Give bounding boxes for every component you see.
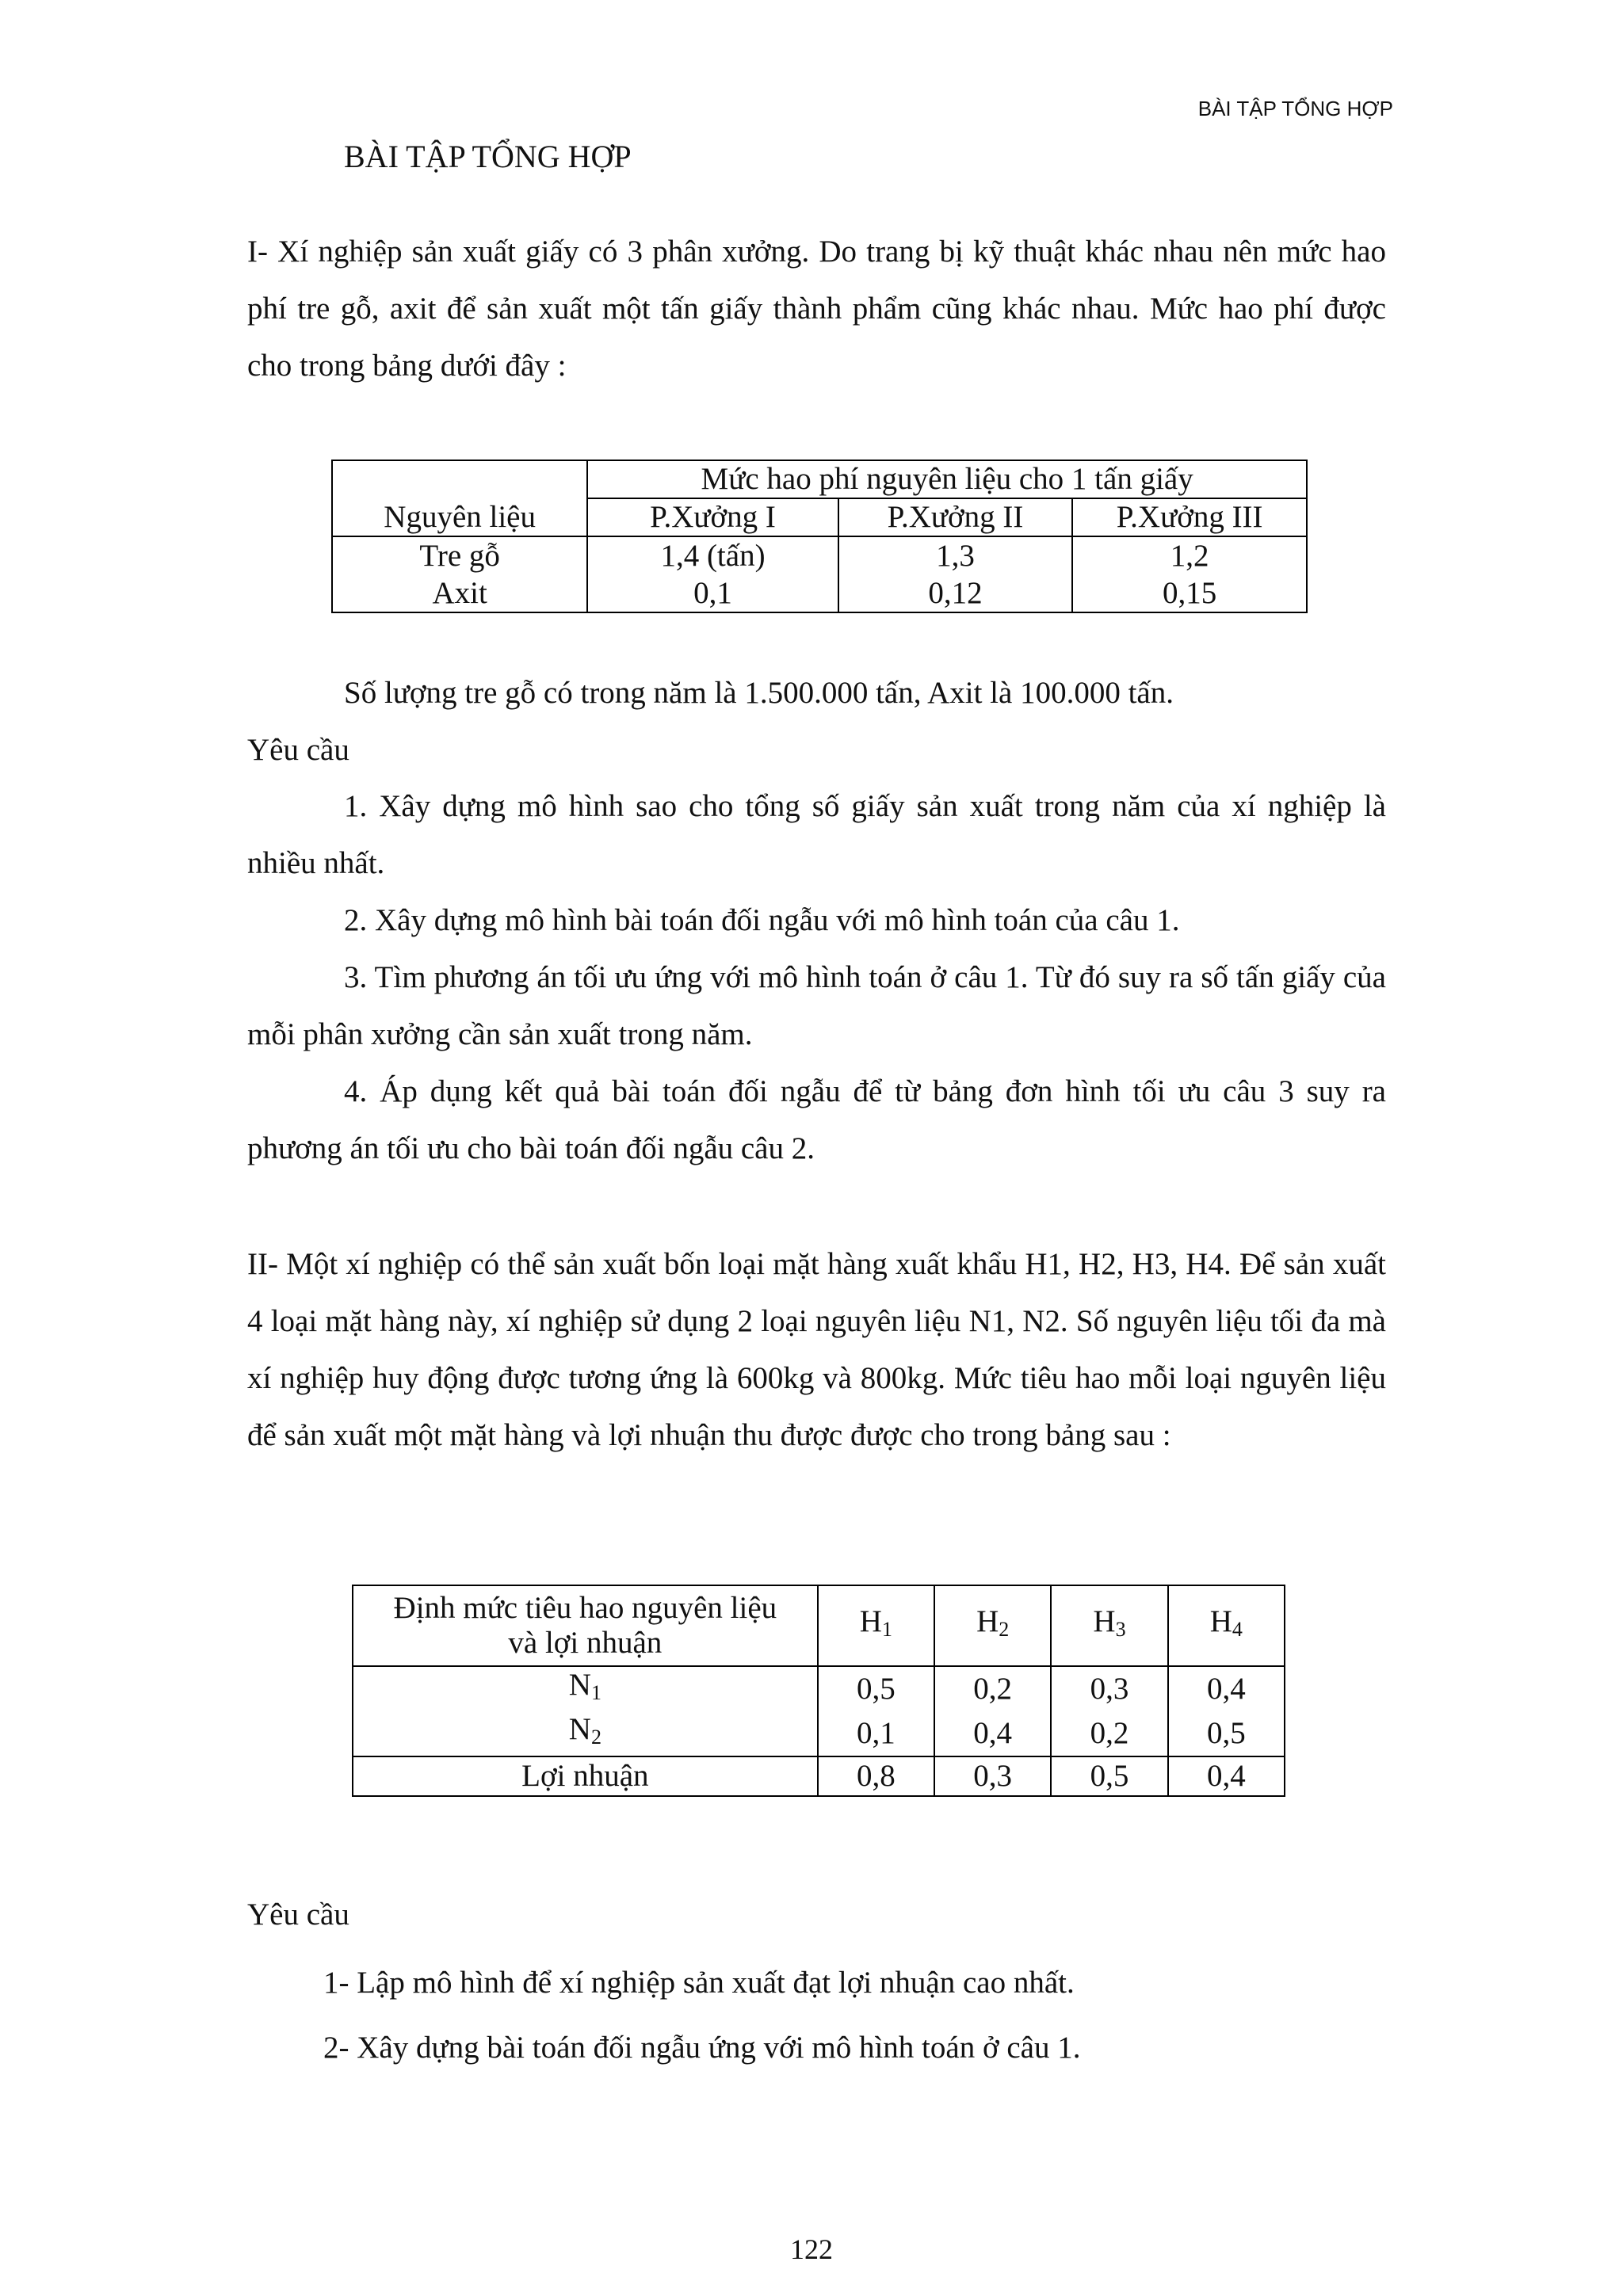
col-letter: H — [1093, 1604, 1116, 1638]
table2-header-line: Định mức tiêu hao nguyên liệu — [393, 1591, 777, 1625]
table1-row-label: Tre gỗ — [332, 536, 587, 574]
col-sub: 2 — [999, 1618, 1010, 1641]
col-sub: 4 — [1232, 1618, 1243, 1641]
table2-row-label — [353, 1711, 818, 1756]
table1-cell: 1,2 — [1072, 536, 1307, 574]
table2-cell: 0,2 — [934, 1666, 1051, 1711]
page-number: 122 — [790, 2233, 833, 2265]
table1-col-header: P.Xưởng III — [1072, 498, 1307, 536]
table2-cell: 0,3 — [1051, 1666, 1167, 1711]
supply-text: Số lượng tre gỗ có trong năm là 1.500.000 tấn, Axit là 100.000 tấn. — [344, 676, 1174, 710]
table1-group-header: Mức hao phí nguyên liệu cho 1 tấn giấy — [587, 460, 1307, 498]
table2-cell: 0,4 — [1168, 1666, 1285, 1711]
table1-col-header: P.Xưởng II — [838, 498, 1073, 536]
requirement-item: 1. Xây dựng mô hình sao cho tổng số giấy sản xuất trong năm của xí nghiệp là nhiều nhất. — [247, 789, 1386, 880]
requirements-label: Yêu cầu — [247, 1897, 349, 1932]
table2-header-cell — [353, 1585, 818, 1666]
row-sub: 1 — [590, 1681, 601, 1704]
table1-empty-cell — [332, 460, 587, 498]
table2-cell: 0,2 — [1051, 1711, 1167, 1756]
table2-profit-cell: 0,5 — [1051, 1756, 1167, 1796]
table2-col-header — [1051, 1585, 1167, 1666]
row-sub: 2 — [590, 1726, 601, 1749]
requirement-item: 2- Xây dựng bài toán đối ngẫu ứng với mô hình toán ở câu 1. — [323, 2031, 1081, 2065]
table2-row-label — [353, 1666, 818, 1711]
table2-col-header — [1168, 1585, 1285, 1666]
table1-cell: 0,12 — [838, 574, 1073, 612]
row-letter: N — [568, 1712, 591, 1746]
table2-cell: 0,4 — [934, 1711, 1051, 1756]
table2-cell: 0,1 — [818, 1711, 934, 1756]
table1-col-header: Nguyên liệu — [332, 498, 587, 536]
table1-cell: 0,15 — [1072, 574, 1307, 612]
section2-intro: II- Một xí nghiệp có thể sản xuất bốn loại mặt hàng xuất khẩu H1, H2, H3, H4. Để sản xuất 4 loại mặt hàng này, xí nghiệp sử dụng 2 loại nguyên liệu N1, N2. Số nguyên liệu tối đa mà xí nghiệp huy động được tương ứng là 600kg và 800kg. Mức tiêu hao mỗi loại nguyên liệu để sản xuất một mặt hàng và lợi nhuận thu được được cho trong bảng sau : — [247, 1247, 1386, 1452]
page-title: BÀI TẬP TỔNG HỢP — [344, 139, 632, 174]
table2-col-header — [818, 1585, 934, 1666]
table1-cell: 0,1 — [587, 574, 838, 612]
col-letter: H — [859, 1604, 882, 1638]
section1-intro: I- Xí nghiệp sản xuất giấy có 3 phân xưởng. Do trang bị kỹ thuật khác nhau nên mức hao phí tre gỗ, axit để sản xuất một tấn giấy thành phẩm cũng khác nhau. Mức hao phí được cho trong bảng dưới đây : — [247, 235, 1386, 383]
requirement-item: 3. Tìm phương án tối ưu ứng với mô hình toán ở câu 1. Từ đó suy ra số tấn giấy của mỗi phân xưởng cần sản xuất trong năm. — [247, 960, 1386, 1051]
table2-cell: 0,5 — [1168, 1711, 1285, 1756]
requirement-item: 1- Lập mô hình để xí nghiệp sản xuất đạt lợi nhuận cao nhất. — [323, 1966, 1075, 2000]
table2-profit-cell: 0,8 — [818, 1756, 934, 1796]
table1-cell: 1,3 — [838, 536, 1073, 574]
table1-row-label: Axit — [332, 574, 587, 612]
table-consumption-profit — [352, 1585, 1285, 1797]
requirement-item: 4. Áp dụng kết quả bài toán đối ngẫu để từ bảng đơn hình tối ưu câu 3 suy ra phương án tối ưu cho bài toán đối ngẫu câu 2. — [247, 1074, 1386, 1165]
table-material-cost — [331, 460, 1308, 613]
col-sub: 3 — [1115, 1618, 1126, 1641]
table2-header-line: và lợi nhuận — [508, 1626, 663, 1660]
table2-profit-label: Lợi nhuận — [353, 1756, 818, 1796]
col-letter: H — [1209, 1604, 1232, 1638]
table1-col-header: P.Xưởng I — [587, 498, 838, 536]
table1-cell: 1,4 (tấn) — [587, 536, 838, 574]
col-sub: 1 — [881, 1618, 892, 1641]
requirements-label: Yêu cầu — [247, 733, 349, 767]
table2-profit-cell: 0,4 — [1168, 1756, 1285, 1796]
table2-col-header — [934, 1585, 1051, 1666]
running-header: BÀI TẬP TỔNG HỢP — [1197, 97, 1393, 120]
table2-profit-cell: 0,3 — [934, 1756, 1051, 1796]
row-letter: N — [568, 1668, 591, 1702]
table2-cell: 0,5 — [818, 1666, 934, 1711]
col-letter: H — [976, 1604, 999, 1638]
requirement-item: 2. Xây dựng mô hình bài toán đối ngẫu với mô hình toán của câu 1. — [344, 903, 1180, 937]
